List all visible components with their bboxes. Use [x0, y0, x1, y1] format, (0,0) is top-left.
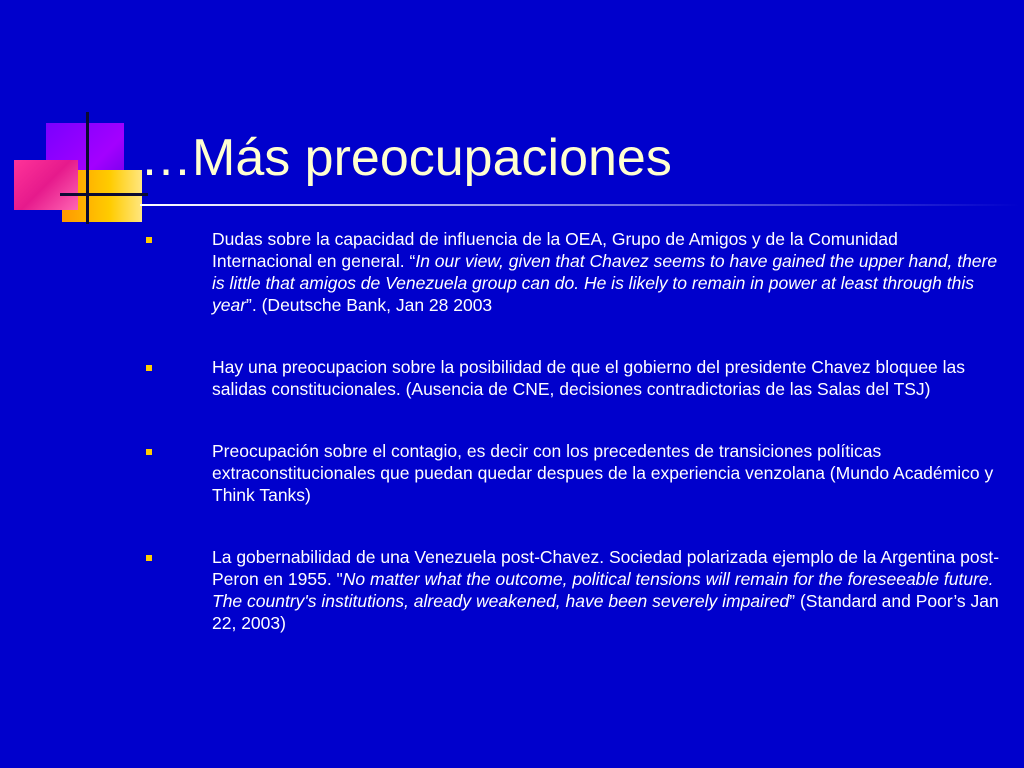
bullet-item: [140, 356, 1000, 400]
bullet-list: [140, 228, 1000, 674]
bullet-citation: ” (Standard and Poor’s Jan 22, 2003): [212, 591, 999, 633]
bullet-square-icon: [146, 365, 152, 371]
pink-square: [14, 160, 78, 210]
bullet-square-icon: [146, 449, 152, 455]
bullet-item: [140, 228, 1000, 316]
decorative-squares: [0, 0, 150, 230]
bullet-citation: ”. (Deutsche Bank, Jan 28 2003: [246, 295, 493, 315]
bullet-quote: No matter what the outcome, political tensions will remain for the foreseeable future. The country's institutions, already weakened, have been severely impaired: [212, 569, 994, 611]
bullet-item: [140, 546, 1000, 634]
bullet-quote: In our view, given that Chavez seems to have gained the upper hand, there is little that amigos de Venezuela group can do. He is likely to remain in power at least through this year: [212, 251, 998, 315]
bullet-text: Dudas sobre la capacidad de influencia de la OEA, Grupo de Amigos y de la Comunidad Internacional en general. “: [212, 229, 898, 271]
horizontal-line: [60, 193, 148, 196]
bullet-item: [140, 440, 1000, 506]
bullet-square-icon: [146, 555, 152, 561]
bullet-text: La gobernabilidad de una Venezuela post-Chavez. Sociedad polarizada ejemplo de la Argentina post- Peron en 1955. ": [212, 547, 1000, 589]
slide-title: …Más preocupaciones: [140, 129, 672, 187]
bullet-square-icon: [146, 237, 152, 243]
vertical-line: [86, 112, 89, 224]
bullet-text: Preocupación sobre el contagio, es decir con los precedentes de transiciones políticas extraconstitucionales que puedan quedar despues de la experiencia venzolana (Mundo Académico y Think Tanks): [212, 441, 994, 505]
title-underline: [140, 204, 1020, 206]
bullet-text: Hay una preocupacion sobre la posibilidad de que el gobierno del presidente Chavez bloquee las salidas constitucionales. (Ausencia de CNE, decisiones contradictorias de las Salas del TSJ): [212, 357, 966, 399]
